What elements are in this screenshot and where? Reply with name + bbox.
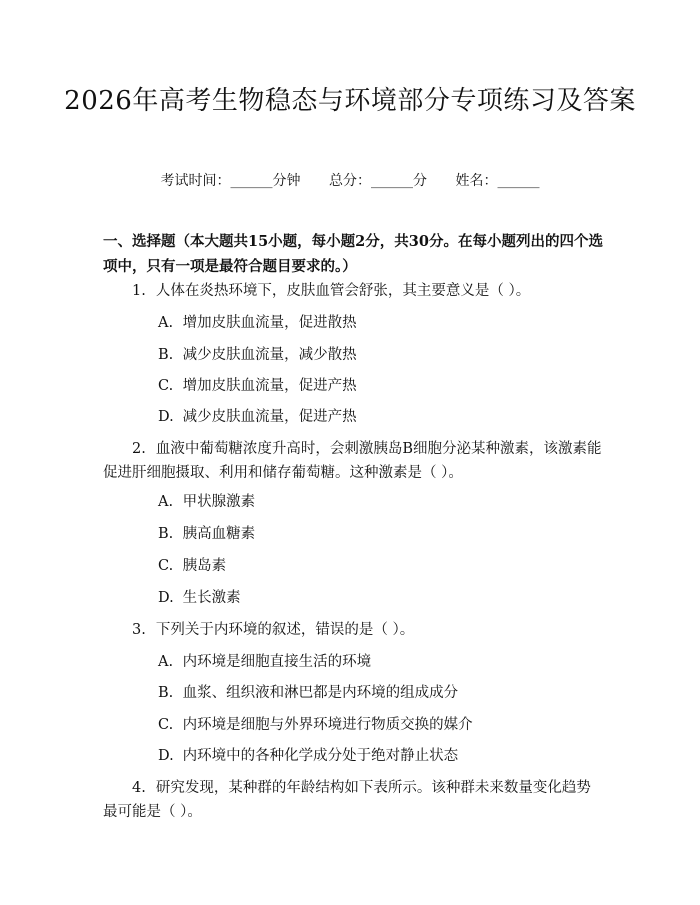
option-label: C. [158,378,174,394]
option-text: 甲状腺激素 [182,494,256,510]
option-label: C. [158,717,174,733]
question-number: 4. [132,780,146,796]
option-text: 内环境是细胞直接生活的环境 [182,654,372,670]
question-text: 研究发现，某种群的年龄结构如下表所示。该种群未来数量变化趋势最可能是（ ）。 [103,780,591,820]
option-label: C. [158,558,174,574]
option-label: A. [158,315,174,331]
question-option [158,490,598,514]
question-stem [103,279,603,303]
option-label: B. [158,526,174,542]
question-option [158,374,598,398]
question-option [158,681,598,705]
question-number: 2. [132,441,146,457]
question-text: 人体在炎热环境下，皮肤血管会舒张，其主要意义是（ ）。 [155,283,531,299]
option-label: D. [158,590,174,606]
option-label: D. [158,409,174,425]
question-option [158,554,598,578]
question-stem [103,437,603,485]
option-text: 增加皮肤血流量，促进散热 [182,315,357,331]
question-option [158,744,598,768]
question-text: 下列关于内环境的叙述，错误的是（ ）。 [155,622,415,638]
question-stem [103,776,603,824]
exam-info [0,170,700,190]
question-option [158,522,598,546]
option-text: 胰高血糖素 [182,526,256,542]
question-number: 1. [132,283,146,299]
option-text: 内环境中的各种化学成分处于绝对静止状态 [182,748,459,764]
option-text: 血浆、组织液和淋巴都是内环境的组成成分 [182,685,459,701]
question-option [158,586,598,610]
question-option [158,713,598,737]
option-label: B. [158,347,174,363]
option-text: 内环境是细胞与外界环境进行物质交换的媒介 [182,717,473,733]
document-title: 2026年高考生物稳态与环境部分专项练习及答案 [64,86,636,116]
option-text: 减少皮肤血流量，减少散热 [182,347,357,363]
exam-time-field: 考试时间：______分钟 [160,173,301,189]
option-label: B. [158,685,174,701]
total-score-field: 总分：______分 [329,173,427,189]
option-label: A. [158,494,174,510]
question-option [158,650,598,674]
question-number: 3. [132,622,146,638]
option-label: A. [158,654,174,670]
question-stem [103,618,603,642]
question-text: 血液中葡萄糖浓度升高时，会刺激胰岛B细胞分泌某种激素，该激素能促进肝细胞摄取、利用和储存葡萄糖。这种激素是（ ）。 [103,441,602,481]
option-label: D. [158,748,174,764]
student-name-field: 姓名：______ [455,173,540,189]
option-text: 生长激素 [182,590,241,606]
option-text: 胰岛素 [182,558,227,574]
option-text: 减少皮肤血流量，促进产热 [182,409,357,425]
section-header: 一、选择题（本大题共15小题，每小题2分，共30分。在每小题列出的四个选项中，只有一项是最符合题目要求的。） [103,233,603,275]
question-option [158,405,598,429]
question-option [158,311,598,335]
question-option [158,343,598,367]
option-text: 增加皮肤血流量，促进产热 [182,378,357,394]
